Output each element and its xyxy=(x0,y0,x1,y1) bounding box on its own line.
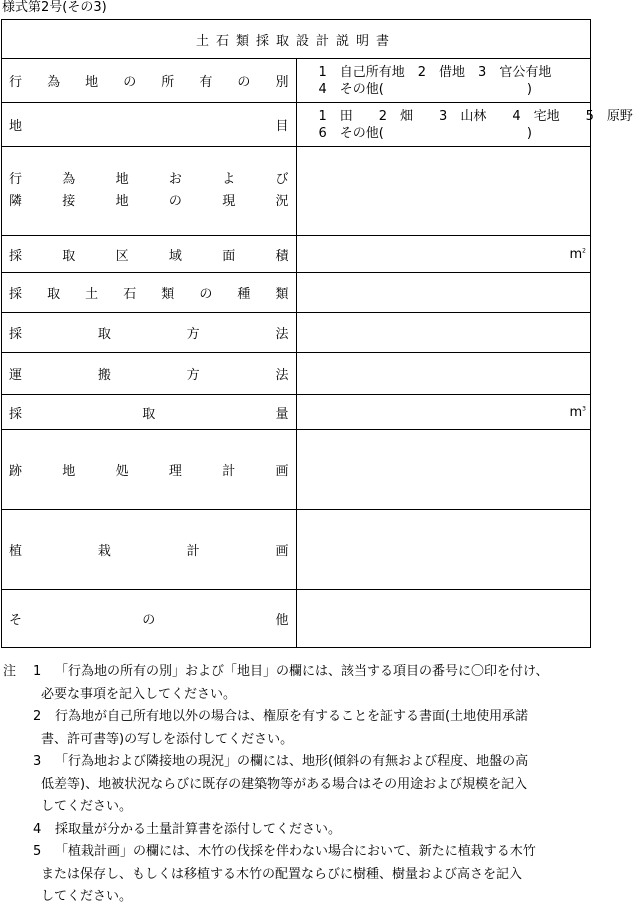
row-label-ownership: 行為地の所有の別 xyxy=(2,59,297,103)
material-type-field[interactable] xyxy=(296,273,591,313)
ownership-option-line: 4 その他( ) xyxy=(318,81,532,97)
row-label-land-category: 地目 xyxy=(2,103,297,147)
table-row xyxy=(2,510,591,590)
area-unit: $m^2$ xyxy=(569,246,586,262)
table-row xyxy=(2,273,591,313)
title-row xyxy=(2,20,591,59)
notes-mark: 注 xyxy=(3,664,17,679)
ownership-option-line: 1 自己所有地 2 借地 3 官公有地 xyxy=(318,64,552,80)
ownership-options-cell[interactable] xyxy=(296,59,591,103)
note-line: または保存し、もしくは移植する木竹の配置ならびに樹種、樹量および高さを記入 xyxy=(41,866,523,882)
table-row xyxy=(2,313,591,353)
quantity-field[interactable] xyxy=(296,395,591,430)
current-condition-field[interactable] xyxy=(296,147,591,236)
note-line: 低差等)、地被状況ならびに既存の建築物等がある場合はその用途および規模を記入 xyxy=(41,776,528,792)
note-line: 行為地が自己所有地以外の場合は、権原を有することを証する書面(土地使用承諾 xyxy=(55,709,529,724)
note-line: 書、許可書等)の写しを添付してください。 xyxy=(41,731,294,747)
transport-field[interactable] xyxy=(296,353,591,395)
row-label-area: 採取区域面積 xyxy=(2,236,297,273)
form-number-label: 様式第2号(その3) xyxy=(2,0,107,15)
table-row xyxy=(2,430,591,510)
row-label-material-type: 採取土石類の種類 xyxy=(2,273,297,313)
note-line: 採取量が分かる土量計算書を添付してください。 xyxy=(55,821,342,837)
other-field[interactable] xyxy=(296,590,591,648)
note-item xyxy=(0,706,593,751)
row-label-transport: 運搬方法 xyxy=(2,353,297,395)
row-label-other: その他 xyxy=(2,590,297,648)
note-item xyxy=(0,841,593,909)
table-row xyxy=(2,236,591,273)
planting-field[interactable] xyxy=(296,510,591,590)
row-label-planting: 植栽計画 xyxy=(2,510,297,590)
note-number: 1 xyxy=(33,664,42,679)
row-label-quantity: 採取量 xyxy=(2,395,297,430)
note-number: 2 xyxy=(33,709,42,724)
note-number: 3 xyxy=(33,754,42,769)
explanation-form-table xyxy=(1,19,633,648)
table-row xyxy=(2,395,591,430)
note-line: 必要な事項を記入してください。 xyxy=(41,686,237,702)
note-line: してください。 xyxy=(41,799,133,814)
table-row xyxy=(2,59,591,103)
note-line: 「植栽計画」の欄には、木竹の伐採を伴わない場合において、新たに植栽する木竹 xyxy=(55,844,536,859)
note-item xyxy=(0,751,593,819)
quantity-unit: $m^3$ xyxy=(569,404,586,420)
land-category-option-line: 6 その他( ) xyxy=(318,125,532,141)
table-row xyxy=(2,147,591,236)
method-field[interactable] xyxy=(296,313,591,353)
notes-section xyxy=(0,661,593,909)
note-number: 5 xyxy=(33,844,42,859)
note-number: 4 xyxy=(33,821,42,837)
note-item xyxy=(0,661,593,706)
table-row xyxy=(2,103,591,147)
row-label-current-condition: 行為地および 隣接地の現況 xyxy=(2,147,297,236)
row-label-method: 採取方法 xyxy=(2,313,297,353)
row-label-site-restoration: 跡地処理計画 xyxy=(2,430,297,510)
table-row xyxy=(2,590,591,648)
table-row xyxy=(2,353,591,395)
note-line: 「行為地の所有の別」および「地目」の欄には、該当する項目の番号に〇印を付け、 xyxy=(55,664,549,679)
land-category-options-cell[interactable] xyxy=(296,103,633,147)
area-field[interactable] xyxy=(296,236,591,273)
site-restoration-field[interactable] xyxy=(296,430,591,510)
land-category-option-line: 1 田 2 畑 3 山林 4 宅地 5 原野 xyxy=(318,108,633,124)
form-title: 土石類採取設計説明書 xyxy=(2,20,591,59)
note-line: してください。 xyxy=(41,889,133,904)
note-item xyxy=(0,819,593,842)
note-line: 「行為地および隣接地の現況」の欄には、地形(傾斜の有無および程度、地盤の高 xyxy=(55,754,529,769)
